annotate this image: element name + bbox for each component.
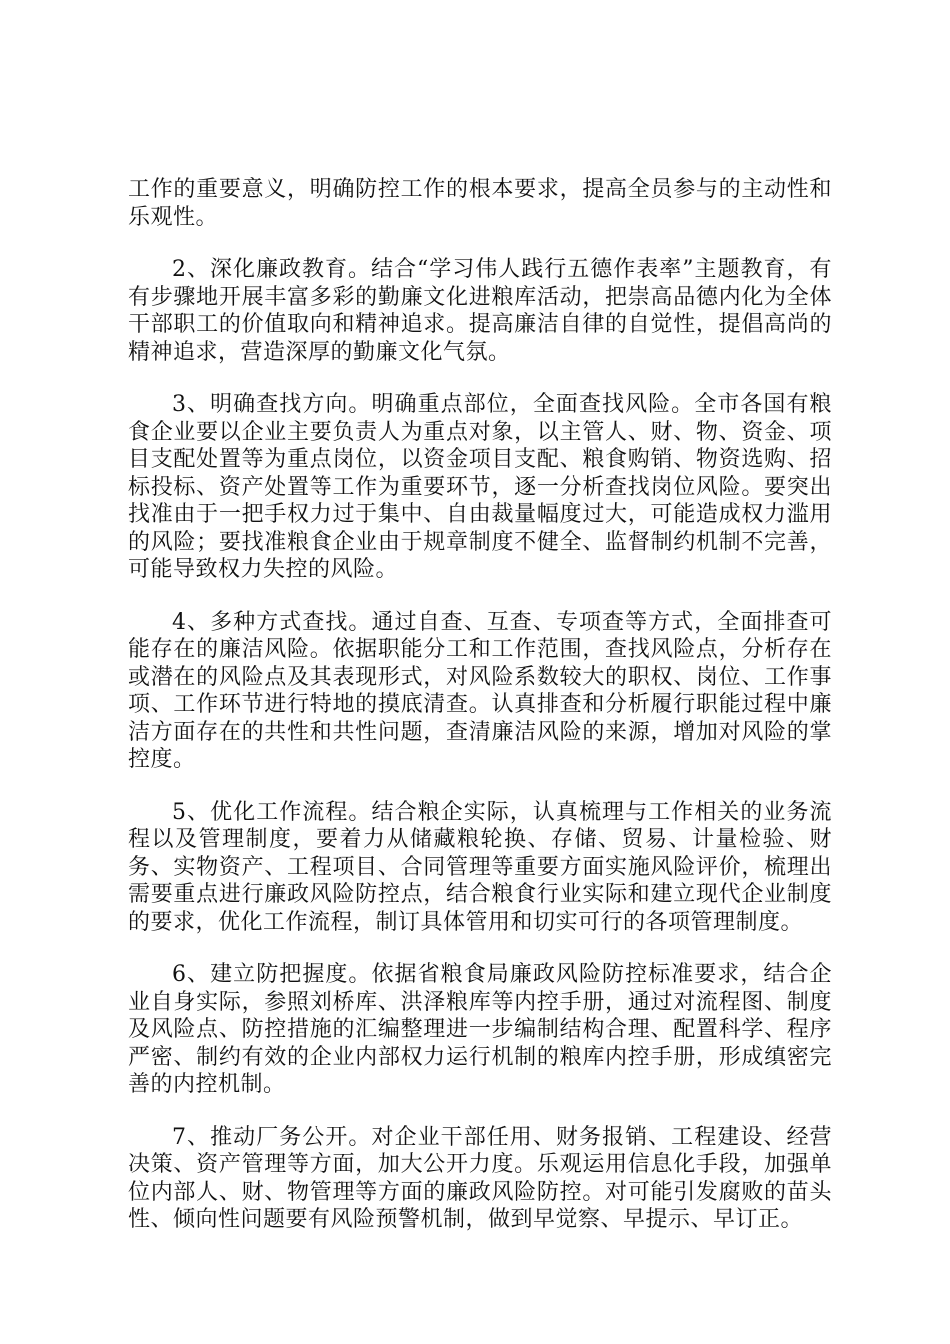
document-body <box>128 176 832 1259</box>
paragraph-item-3: 3、明确查找方向。明确重点部位，全面查找风险。全市各国有粮食企业要以企业主要负责人为重点对象，以主管人、财、物、资金、项目支配处置等为重点岗位，以资金项目支配、粮食购销、物资选购、招标投标、资产处置等工作为重要环节，逐一分析查找岗位风险。要突出找准由于一把手权力过于集中、自由裁量幅度过大，可能造成权力滥用的风险；要找准粮食企业由于规章制度不健全、监督制约机制不完善，可能导致权力失控的风险。 <box>128 392 832 582</box>
paragraph-item-4: 4、多种方式查找。通过自查、互查、专项查等方式，全面排查可能存在的廉洁风险。依据职能分工和工作范围，查找风险点，分析存在或潜在的风险点及其表现形式，对风险系数较大的职权、岗位、工作事项、工作环节进行特地的摸底清查。认真排查和分析履行职能过程中廉洁方面存在的共性和共性问题，查清廉洁风险的来源，增加对风险的掌控度。 <box>128 609 832 772</box>
paragraph-item-5: 5、优化工作流程。结合粮企实际，认真梳理与工作相关的业务流程以及管理制度，要着力从储藏粮轮换、存储、贸易、计量检验、财务、实物资产、工程项目、合同管理等重要方面实施风险评价，梳理出需要重点进行廉政风险防控点，结合粮食行业实际和建立现代企业制度的要求，优化工作流程，制订具体管用和切实可行的各项管理制度。 <box>128 799 832 935</box>
paragraph-continuation: 工作的重要意义，明确防控工作的根本要求，提高全员参与的主动性和乐观性。 <box>128 177 832 230</box>
paragraph-item-2: 2、深化廉政教育。结合“学习伟人践行五德作表率”主题教育，有有步骤地开展丰富多彩的勤廉文化进粮库活动，把崇高品德内化为全体干部职工的价值取向和精神追求。提高廉洁自律的自觉性，提倡高尚的精神追求，营造深厚的勤廉文化气氛。 <box>128 257 832 365</box>
paragraph-item-7: 7、推动厂务公开。对企业干部任用、财务报销、工程建设、经营决策、资产管理等方面，加大公开力度。乐观运用信息化手段，加强单位内部人、财、物管理等方面的廉政风险防控。对可能引发腐败的苗头性、倾向性问题要有风险预警机制，做到早觉察、早提示、早订正。 <box>128 1124 832 1232</box>
paragraph-item-6: 6、建立防把握度。依据省粮食局廉政风险防控标准要求，结合企业自身实际，参照刘桥库、洪泽粮库等内控手册，通过对流程图、制度及风险点、防控措施的汇编整理进一步编制结构合理、配置科学、程序严密、制约有效的企业内部权力运行机制的粮库内控手册，形成缜密完善的内控机制。 <box>128 962 832 1097</box>
